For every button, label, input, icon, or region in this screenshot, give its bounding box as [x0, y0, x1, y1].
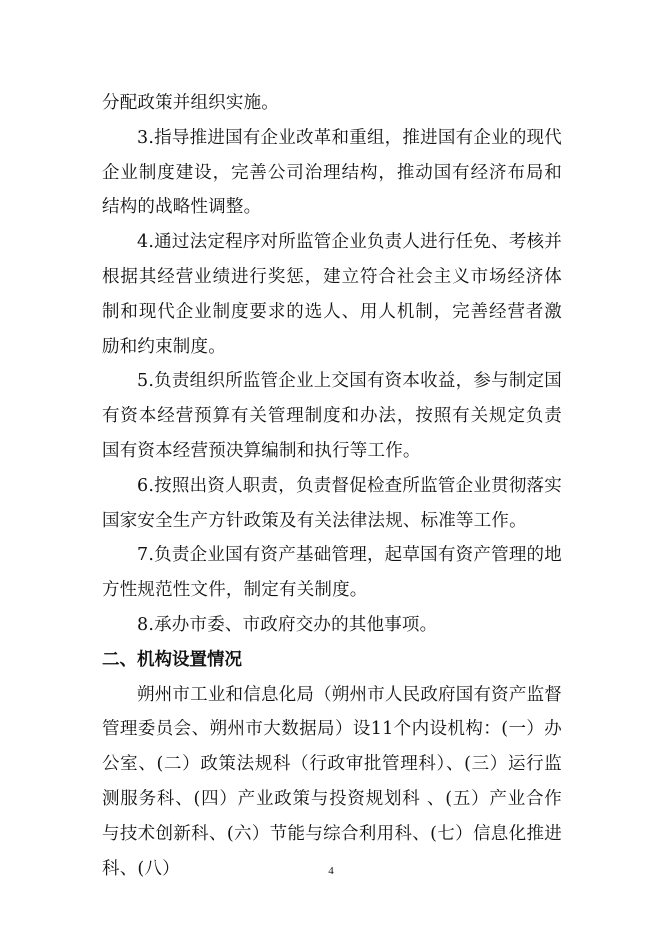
section-heading: 二、机构设置情况: [102, 649, 242, 670]
paragraph-continuation: 分配政策并组织实施。: [102, 93, 279, 113]
paragraph-item-6: 6.按照出资人职责，负责督促检查所监管企业贯彻落实国家安全生产方针政策及有关法律法规、标准等工作。: [102, 475, 562, 531]
paragraph-item-8: 8.承办市委、市政府交办的其他事项。: [137, 614, 438, 635]
paragraph-item-4: 4.通过法定程序对所监管企业负责人进行任免、考核并根据其经营业绩进行奖惩，建立符合社会主义市场经济体制和现代企业制度要求的选人、用人机制，完善经营者激励和约束制度。: [102, 232, 562, 357]
paragraph-item-5: 5.负责组织所监管企业上交国有资本收益，参与制定国有资本经营预算有关管理制度和办法，按照有关规定负责国有资本经营预决算编制和执行等工作。: [102, 371, 562, 461]
page-number: 4: [328, 865, 334, 877]
document-body: [102, 86, 562, 886]
paragraph-item-3: 3.指导推进国有企业改革和重组，推进国有企业的现代企业制度建设，完善公司治理结构，推动国有经济布局和结构的战略性调整。: [102, 127, 562, 218]
paragraph-institutions: 朔州市工业和信息化局（朔州市人民政府国有资产监督管理委员会、朔州市大数据局）设11个内设机构：(一）办公室、(二）政策法规科（行政审批管理科）、(三）运行监测服务科、(四）产业政策与投资规划科 、(五）产业合作与技术创新科、(六）节能与综合利用科、(七）信息化推进科、(八）: [102, 684, 562, 879]
paragraph-item-7: 7.负责企业国有资产基础管理，起草国有资产管理的地方性规范性文件，制定有关制度。: [102, 545, 562, 601]
